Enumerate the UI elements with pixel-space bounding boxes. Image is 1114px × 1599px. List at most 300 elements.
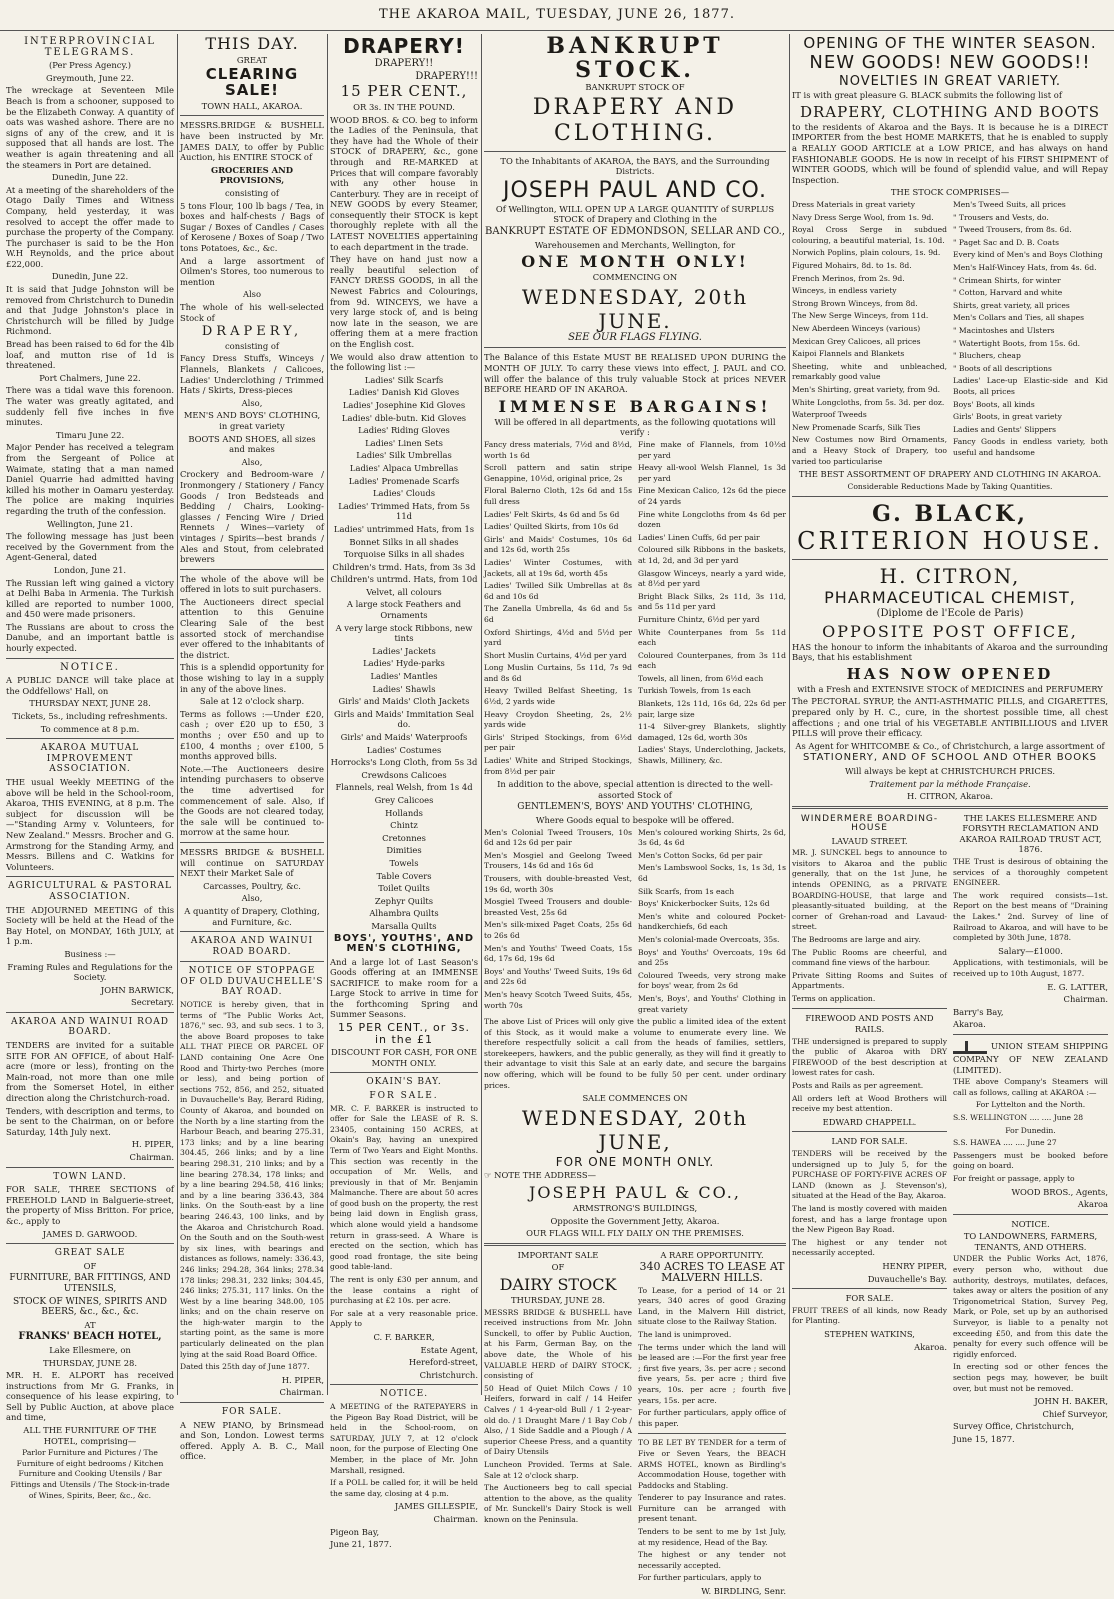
dairy-items: 50 Head of Quiet Milch Cows / 10 Heifers, forward in calf / 14 Heifer Calves / 1 4-year-old Bull / 1 2-year-old do. / 1 Draught Mare / 1 Bay Cob / Also, / 1 Side Saddle and a Plough / A superior Cheese Press, and a quantity of Dairy Utensils [484,1383,632,1457]
list-item: Ladies' Linen Sets [365,437,443,448]
stationery-heading: STATIONERY, AND OF SCHOOL AND OTHER BOOKS [802,752,1098,764]
drapery-title: DRAPERY! [343,34,465,58]
best-text: THE BEST ASSORTMENT OF DRAPERY AND CLOTHING IN AKAROA. [798,469,1102,480]
boots-shoes: BOOTS AND SHOES, all sizes and makes [188,433,316,455]
list-item: Chintz [390,820,418,831]
intro-text: WOOD BROS. & CO. beg to inform the Ladies of the Peninsula, that they have had the Whole of their STOCK of DRAPERY, &c., gone through and RE-MARKED at Prices that will compare favorably with any other house in Canterbury. They are in receipt of NEW GOODS by every Steamer, consequently their STOCK is kept thoroughly replete with all the LATEST NOVELTIES appertaining to each department in the trade. [330,114,478,252]
list-item: Coloured silk Ribbons in the baskets, at 1d, 2d, and 3d per yard [638,545,786,565]
list-item: Fancy Goods in endless variety, both useful and handsome [953,437,1108,457]
steam-title-row [953,1039,1108,1075]
steam-text: THE above Company's Steamers will call as follows, calling at AKAROA :— [953,1077,1108,1097]
criterion-heading: CRITERION HOUSE. [797,527,1103,556]
list-item: Horrocks's Long Cloth, from 5s 3d [330,757,478,768]
addition-text: In addition to the above, special attention is directed to the well-assorted Stock of [497,779,773,800]
news-item: The following message has just been received by the Government from the Agent-General, dated [6,531,174,563]
news-item: The Russian left wing gained a victory at Delhi Baba in Armenia. The Turkish killed are reported to number 1000, and 450 were made prisoners. [6,577,174,620]
list-item: " Tweed Trousers, from 8s. 6d. [953,225,1072,235]
traitement-text: Traitement par la méthode Française. [869,778,1031,789]
signature-role: Secretary. [131,997,174,1008]
balance-text: The Balance of this Estate MUST BE REALISED UPON DURING the MONTH OF JULY. To carry these views into effect, J. PAUL and CO. will offer the balance of this truly valuable Stock at prices NEVER BEFORE HEARD OF IN AKAROA. [484,352,786,395]
divider [792,1008,947,1009]
signature-role: Chairman. [1063,994,1108,1005]
divider [6,658,174,659]
list-item: Towels, all linen, from 6½d each [638,673,764,683]
list-item: Men's Lambswool Socks, 1s, 1s 3d, 1s 6d [638,863,786,883]
divider [180,961,324,962]
column-2 [180,34,325,1462]
crockery-items: Crockery and Bedroom-ware / Ironmongery / Stationery / Fancy Goods / Iron Bedsteads and Bedding / Chairs, Looking-glasses / Fencing Wire / Dried Rennets / Wines—variety of vintages / Spirits—best brands / Ales and Stout, from celebrated brewers [180,469,324,565]
list-item: " Paget Sac and D. B. Coats [953,237,1060,247]
estate-text: BANKRUPT ESTATE OF EDMONDSON, SELLAR AND CO., [485,226,785,238]
notice-date: THURSDAY NEXT, JUNE 28. [29,698,151,709]
signature-role: Akaroa. [914,1341,947,1352]
note-text: Note.—The Auctioneers desire intending purchasers to observe the time advertised for commencement of sale. Also, if the Goods are not cleared today, the sale will be continued to-morrow at the same hour. [180,763,324,838]
clothing-list-right [638,828,786,1018]
let-text: Tenderer to pay Insurance and rates. Furniture can be arranged with present tenant. [638,1493,786,1524]
list-item: Glasgow Winceys, nearly a yard wide, at 8½d per yard [638,568,786,589]
list-item: Ladies' untrimmed Hats, from 1s [333,523,475,534]
boys-heading: BOYS', YOUTHS', AND MEN'S CLOTHING, [333,932,475,954]
divider [792,559,1108,560]
landowners-office: Survey Office, Christchurch, [953,1421,1075,1432]
fancy-text: They have on hand just now a really beautiful selection of FANCY DRESS GOODS, in all the Newest Fabrics and Colourings, from 9d. WINCEYS, we have a very large stock of, and is being now late in the season, we are offering them at a mere fraction on the English cost. [330,254,478,349]
wainui-title: AKAROA AND WAINUI ROAD BOARD. [190,936,314,957]
fruit-text: FRUIT TREES of all kinds, now Ready for Planting. [792,1305,947,1326]
notice-text: A PUBLIC DANCE will take place at the Oddfellows' Hall, on [6,675,174,696]
list-item: Men's heavy Scotch Tweed Suits, 45s, worth 70s [484,989,632,1010]
forsale-title: FOR SALE. [221,1407,283,1418]
list-item: Ladies' Linen Cuffs, 6d per pair [638,532,760,542]
landsale-text: TENDERS will be received by the undersigned up to July 5, for the PURCHASE OF FORTY-FIVE ACRES OF LAND (known as J. Stevenson's), situated at the Head of the Bay, Akaroa. [792,1149,947,1201]
novelties-heading: NOVELTIES IN GREAT VARIETY. [838,73,1062,89]
price-list-right [638,440,786,779]
divider [180,569,324,570]
dairy-date: THURSDAY, JUNE 28. [510,1295,606,1305]
list-item: Ladies' Silk Scarfs [364,374,444,385]
signature: STEPHEN WATKINS, [824,1328,915,1339]
list-item: Winceys, in endless variety [792,286,897,296]
signature: JAMES GILLESPIE, [394,1501,478,1512]
citron-heading: H. CITRON, [879,564,1021,589]
list-item: New Costumes now Bird Ornaments, and a Heavy Stock of Drapery, too varied too particularise [792,435,947,466]
list-item: Zephyr Quilts [374,895,434,906]
divider [638,1433,786,1434]
list-item: Ladies' Stays, Underclothing, Jackets, Shawls, Millinery, &c. [638,745,786,766]
consisting-label: consisting of [224,188,279,199]
stoppage-text: NOTICE is hereby given, that in terms of "The Public Works Act, 1876," sec. 93, and sub secs. 1 to 3, the above Board proposes to take ALL THAT PIECE OR PARCEL OF LAND containing One Acre One Rood and Thirty-two Perches (more or less), and being portion of sections 752, 856, and 252, situated in Duvauchelle's Bay, Berard Riding, County of Akaroa, and bounded on the North by a line starting from the Harbour Beach, and bearing 275.31, 173 links; and by a line bearing 304.45, 266 links; and by a line bearing 298.31, 210 links; and by a line bearing 278.34, 178 links; and by a line bearing 294.58, 416 links; and by a line bearing 336.43, 384 links. On the South-east by a line bearing 246.43, 100 links, and by the Akaroa and Christchurch Road. On the South and on the South-west by six lines, with bearings and distances as follows, namely: 336.43, 246 links; 294.28, 364 links; 278.34 178 links; 298.31, 232 links; 304.45, 246 links; 275.31, 117 links. On the West by a line bearing 348.00, 105 links; and on the chain reserve on the high-water margin to the starting point, as the same is more particularly delineated on the plan lying at the said Road Board Office. [180,1000,324,1359]
note-address-label: NOTE THE ADDRESS— [494,1170,596,1181]
bankrupt-title: BANKRUPT STOCK. [546,33,724,83]
notice-title: NOTICE. [379,1389,429,1400]
firewood-text: Posts and Rails as per agreement. [792,1081,924,1091]
list-item: Every kind of Men's and Boys Clothing [953,250,1103,260]
bb2-items: Carcasses, Poultry, &c. [203,880,301,891]
divider [792,806,1108,809]
intro-text: MESSRS.BRIDGE & BUSHELL have been instructed by Mr. JAMES DALY, to offer by Public Auction, his ENTIRE STOCK of [180,120,324,163]
greatsale-hotel: FRANKS' BEACH HOTEL, [18,1331,162,1343]
wainui-text: TENDERS are invited for a suitable SITE FOR AN OFFICE, of about Half-acre (more or less), fronting on the Main-road, not more than one mile from the Somerset Hotel, in either direction along the Christchurch-road. [6,1040,174,1104]
dateline: Port Chalmers, June 22. [39,372,141,383]
list-item: Heavy Twilled Belfast Sheeting, 1s 6½d, 2 yards wide [484,686,632,707]
list-item: 11-4 Silver-grey Blankets, slightly damaged, 12s 6d, worth 30s [638,722,786,742]
list-item: Ladies' Josephine Kid Gloves [342,399,466,410]
signature: HENRY PIPER, [882,1260,947,1271]
list-item: Men's and Youths' Tweed Coats, 15s 6d, 17s 6d, 19s 6d [484,943,632,964]
list-item: Ladies' Quilted Skirts, from 10s 6d [484,522,619,532]
firewood-text: THE undersigned is prepared to supply the public of Akaroa with DRY FIREWOOD of the best description at lowest rates for cash. [792,1036,947,1078]
flags-text: SEE OUR FLAGS FLYING. [568,331,702,343]
inhabitants-text: TO the Inhabitants of AKAROA, the BAYS, and the Surrounding Districts. [500,155,770,177]
list-item: Strong Brown Winceys, from 8d. [792,298,918,308]
greatsale-at: AT [84,1319,96,1330]
list-item: Short Muslin Curtains, 4½d per yard [484,650,627,660]
signature-role: Hereford-street, [408,1357,478,1368]
signature: E. G. LATTER, [1047,981,1108,992]
sale-place: TOWN HALL, AKAROA. [201,100,303,111]
greatsale-place: Lake Ellesmere, on [49,1344,131,1355]
list-item: Boys' and Youths' Tweed Suits, 19s 6d and 22s 6d [484,966,632,987]
let-text: TO BE LET BY TENDER for a term of Five or Seven Years, the BEACH ARMS HOTEL, known as Birdling's Accommodation House, together with Paddocks and Stabling. [638,1438,786,1490]
signature: JOHN BARWICK, [100,984,174,995]
list-item: Men's coloured working Shirts, 2s 6d, 3s 6d, 4s 6d [638,827,786,848]
notice-date: June 21, 1877. [330,1539,392,1550]
greatsale-title: GREAT SALE [54,1248,126,1259]
let-text: The highest or any tender not necessarily accepted. [638,1550,786,1570]
list-item: Men's Collars and Ties, all shapes [953,313,1085,323]
lakes-title: THE LAKES ELLESMERE AND FORSYTH RECLAMATION AND AKAROA RAILROAD TRUST ACT, 1876. [959,812,1102,855]
list-item: " Macintoshes and Ulsters [953,325,1055,335]
let-text: Tenders to be sent to me by 1st July, at my residence, Head of the Bay. [638,1527,786,1547]
signature: WOOD BROS., Agents, [1011,1186,1108,1197]
column-rule [789,34,790,1395]
list-item: Girls' Boots, in great variety [953,412,1062,422]
masthead: THE AKAROA MAIL, TUESDAY, JUNE 26, 1877. [0,0,1114,31]
signature-role: Akaroa [1077,1199,1108,1210]
steam-hawea: S.S. HAWEA .... .... June 27 [953,1138,1057,1148]
townland-text: FOR SALE, THREE SECTIONS of FREEHOLD LAND in Balguerie-street, the property of Miss Britton. For price, &c., apply to [6,1184,174,1226]
list-item: Girls' and Maids' Waterproofs [340,732,468,742]
divider [6,876,174,877]
alport-text: MR. H. E. ALPORT has received instructions from Mr G. Franks, in consequence of his lease expiring, to Sell by Public Auction, at above place and time, [6,1370,174,1423]
list-item: " Bluchers, cheap [953,351,1021,361]
list-item: Ladies' dble-butn. Kid Gloves [341,412,467,423]
list-item: Fancy dress materials, 7½d and 8½d, worth 1s 6d [484,440,632,460]
divider [180,115,324,116]
list-item: Ladies' Trimmed Hats, from 5s 11d [338,500,470,522]
notice-title: NOTICE. [60,661,120,673]
divider [484,347,786,348]
landsale-text: The land is mostly covered with maiden forest, and has a large frontage upon the New Pigeon Bay Road. [792,1203,947,1235]
chemist-heading: PHARMACEUTICAL CHEMIST, [824,588,1076,608]
signature: H. CITRON, Akaroa. [906,791,994,802]
list-item: Ladies' Lace-up Elastic-side and Kid Boots, all prices [953,376,1108,396]
rare-text: The terms under which the land will be leased are :—For the first year free ; first five years, 3s. per acre ; second five years, 5s. per acre ; third five years, 10s. per acre ; fourth five years, 15s. per acre. [638,1342,786,1405]
windermere-text: Terms on application. [792,993,876,1003]
okain-sale: For sale at a very reasonable price. Apply to [330,1308,478,1329]
list-item: Ladies' Shawls [372,683,436,694]
news-item: It is said that Judge Johnston will be removed from Christchurch to Dunedin and that Judge Johnston's place in Christchurch will be filled by Judge Richmond. [6,284,174,337]
warehouse-text: Warehousemen and Merchants, Wellington, for [534,239,736,250]
dateline: Wellington, June 21. [47,518,133,529]
list-item: Girls' and Maids' Cloth Jackets [338,696,470,707]
list-item: Flannels, real Welsh, from 1s 4d [335,782,473,793]
rare-acres: 340 ACRES TO LEASE AT MALVERN HILLS. [639,1260,785,1284]
lakes-text: The work required consists—1st. Report on the best means of "Draining the Lakes." 2nd. Survey of line of Railroad to Akaroa, and will have to be completed by 30th June, 1878. [953,890,1108,943]
list-item: White Longcloths, from 5s. 3d. per doz. [792,397,945,407]
signature: JAMES D. GARWOOD. [42,1228,138,1239]
wednesday-heading: WEDNESDAY, 20th JUNE. [521,284,749,333]
list-item: Men's white and coloured Pocket-handkerchiefs, 6d each [638,911,786,932]
list-item: " Cotton, Harvard and white [953,288,1063,298]
greatsale-stock: STOCK OF WINES, SPIRITS AND BEERS, &c., &c., &c. [12,1296,168,1318]
consisting-label: consisting of [224,340,279,351]
immense-heading: IMMENSE BARGAINS! [498,396,772,416]
telegrams-title: INTERPROVINCIAL TELEGRAMS. [24,36,156,58]
divider [180,842,324,843]
also-label: Also, [241,456,263,467]
list-item: Grey Calicoes [374,794,434,805]
drapery-sub: DRAPERY!!! [415,70,478,82]
list-item: White Counterpanes from 5s 11d each [638,627,786,648]
column-5 [792,34,1108,1444]
has-now-heading: HAS NOW OPENED [846,664,1054,683]
landowners-sub: TO LANDOWNERS, FARMERS, TENANTS, AND OTHERS. [963,1231,1098,1252]
also-label: Also [242,289,262,300]
list-item: Silk Scarfs, from 1s each [638,886,735,896]
discount-text: DISCOUNT FOR CASH, FOR ONE MONTH ONLY. [330,1047,478,1068]
fruit-title: FOR SALE. [845,1293,894,1304]
signature: H. PIPER, [131,1139,174,1150]
list-item: Ladies' Riding Gloves [358,425,450,436]
column-rule [481,34,482,1395]
list-item: Men's Cotton Socks, 6d per pair [638,850,763,860]
joseph-paul-name: JOSEPH PAUL & CO., [529,1183,741,1203]
list-item: Boys' Boots, all kinds [953,399,1035,409]
notice-time: To commence at 8 p.m. [40,723,140,734]
list-item: Hollands [385,807,423,818]
divider [792,1288,947,1289]
bb2-text: MESSRS BRIDGE & BUSHELL will continue on SATURDAY NEXT their Market Sale of [180,846,324,879]
windermere-text: Private Sitting Rooms and Suites of Appartments. [792,970,947,991]
column-4 [484,33,786,1597]
rare-text: To Lease, for a period of 14 or 21 years, 340 acres of good Grazing Land, in the Malvern Hill district, situate close to the Railway Station. [638,1285,786,1327]
clothing-list [484,828,786,1018]
list-item: Sheeting, white and unbleached, remarkably good value [792,361,947,382]
drapery-clothing-heading: DRAPERY AND CLOTHING. [532,94,738,146]
signature-role: Chairman. [433,1513,478,1524]
agri-business: Business :— [64,948,116,959]
windermere-title: WINDERMERE BOARDING-HOUSE [800,813,939,834]
lakes-salary: Salary—£1000. [998,945,1063,956]
list-item: Crewdsons Calicoes [361,769,447,780]
dairy-of: OF [551,1262,565,1273]
stock-text: with a Fresh and EXTENSIVE STOCK of MEDICINES and PERFUMERY [797,683,1103,694]
list-item: Girls' and Maids' Costumes, 10s 6d and 12s 6d, worth 25s [484,534,632,555]
clothing-list-left [484,828,632,1018]
list-item: Fine make of Flannels, from 10½d per yard [638,440,786,460]
divider [953,1034,1108,1035]
windermere-text: The Bedrooms are large and airy. [792,934,921,944]
list-item: Heavy all-wool Welsh Flannel, 1s 3d per yard [638,463,786,483]
joseph-paul-name: JOSEPH PAUL AND CO. [503,177,767,203]
agri-text: THE ADJOURNED MEETING of this Society will be held at the Head of the Bay Hotel, on MONDAY, 16th JULY, at 1 p.m. [6,904,174,947]
landowners-title: NOTICE. [1011,1218,1050,1229]
list-item: Bright Black Silks, 2s 11d, 3s 11d, and 5s 11d per yard [638,591,786,612]
list-item: Fine Mexican Calico, 12s 6d the piece of 24 yards [638,486,786,506]
list-item: Ladies' Danish Kid Gloves [348,387,460,398]
opening-heading: OPENING OF THE WINTER SEASON. [803,34,1097,52]
discount-heading: 15 PER CENT., or 3s. in the £1 [338,1021,470,1046]
list-item: Men's Shirting, great variety, from 9d. [792,384,941,394]
steam-lyttelton: For Lyttelton and the North. [975,1100,1086,1110]
list-item: Towels [389,857,419,868]
also-label: Also, [241,397,263,408]
commencing-label: COMMENCING ON [592,272,678,283]
list-item: The Zanella Umbrella, 4s 6d and 5s 6d [484,604,632,624]
steam-title: UNION STEAM SHIPPING COMPANY OF NEW ZEALAND (LIMITED). [953,1040,1108,1075]
list-item: Bonnet Silks in all shades [349,536,459,547]
list-item: The New Serge Winceys, from 11d. [792,311,929,321]
armstrong-text: ARMSTRONG'S BUILDINGS, [572,1203,698,1214]
bottom-ads [792,813,1108,1447]
bespoke-text: Where Goods equal to bespoke will be offered. [535,815,735,825]
steam-passengers: Passengers must be booked before going on board. [953,1150,1108,1171]
stoppage-title: NOTICE OF STOPPAGE OF OLD DUVAUCHELLE'S BAY ROAD. [180,966,324,998]
list-item: Men's Tweed Suits, all prices [953,200,1066,210]
notice-tickets: Tickets, 5s., including refreshments. [12,711,168,722]
drapery-heading: DRAPERY, [201,324,303,340]
list-item: French Merinos, from 2s. 9d. [792,273,905,283]
firewood-text: All orders left at Wood Brothers will receive my best attention. [792,1093,947,1114]
firewood-title: FIREWOOD AND POSTS AND RAILS. [805,1013,934,1035]
rare-title: A RARE OPPORTUNITY. [660,1249,764,1260]
list-item: Ladies' Mantles [370,671,438,682]
list-item: Oxford Shirtings, 4½d and 5½d per yard [484,627,632,648]
sale-commences: SALE COMMENCES ON [582,1093,688,1104]
news-item: There was a tidal wave this forenoon. The water was greatly agitated, and suddenly fell five inches in five minutes. [6,385,174,428]
column-rule [327,34,328,1395]
groceries-heading: GROCERIES AND PROVISIONS, [210,164,294,186]
notice-poll: If a POLL be called for, it will be held the same day, closing at 4 p.m. [330,1478,478,1498]
open-text: Of Wellington, WILL OPEN UP A LARGE QUANTITY of SURPLUS STOCK of Drapery and Clothing in the [495,203,775,225]
dateline: Dunedin, June 22. [51,172,129,183]
steamship-icon [953,1039,987,1054]
list-item: Trousers, with double-breasted Vest, 19s 6d, worth 30s [484,873,632,894]
list-item: Floral Balerno Cloth, 12s 6d and 15s full dress [484,486,632,506]
clearing-sale-title: CLEARING SALE! [205,65,299,100]
landsale-title: LAND FOR SALE. [831,1136,908,1147]
closing-text: The above List of Prices will only give the public a limited idea of the extent of this Stock, as it would make a volume to enumerate every line. We therefore respectfully solicit a call from the heads of families, settlers, storekeepers, hawkers, and the public generally, as they will find it greatly to their advantage to visit this Sale at an early date, and secure the bargains now offering, which will be found to be fully 50 per cent. under ordinary prices. [484,1017,786,1090]
agri-title: AGRICULTURAL & PASTORAL ASSOCIATION. [8,881,172,902]
list-item: Figured Mohairs, 8d. to 1s. 8d. [792,261,912,270]
given-text: Will be offered in all departments, as the following quotations will verify : [494,416,776,438]
list-item: Ladies' Twilled Silk Umbrellas at 8s 6d and 10s 6d [484,581,632,601]
price-list [484,440,786,779]
list-item: Royal Cross Serge in subdued colouring, a beautiful material, 1s. 10d. [792,225,947,245]
townland-title: TOWN LAND. [53,1171,127,1182]
list-item: Waterproof Tweeds [792,410,867,420]
list-item: Men's Mosgiel and Geelong Tweed Trousers, 14s 6d and 16s 6d [484,850,632,871]
intro-text: IT is with great pleasure G. BLACK submits the following list of [792,90,1062,101]
news-item: The Russians are about to cross the Danube, and an important battle is hourly expected. [6,621,174,654]
bottom-ads [484,1250,786,1599]
list-item: Marsalla Quilts [371,920,437,931]
bottom-left-ads [792,813,947,1447]
signature: W. BIRDLING, Senr. [701,1586,786,1597]
notice-place: Pigeon Bay, [330,1526,380,1537]
steam-dunedin: For Dunedin. [1005,1125,1056,1135]
windermere-street: LAVAUD STREET. [831,835,908,846]
gents-heading: GENTLEMEN'S, BOYS' AND YOUTHS' CLOTHING, [517,802,753,813]
jetty-text: Opposite the Government Jetty, Akaroa. [550,1215,720,1226]
dairy-title: DAIRY STOCK [499,1275,617,1294]
rare-text: The land is unimproved. [638,1329,732,1339]
signature: C. F. BARKER, [373,1332,435,1342]
list-item: Ladies' Hyde-parks [363,658,445,669]
signature-role: Chief Surveyor, [1042,1408,1108,1419]
steam-wellington: S.S. WELLINGTON .... .... June 28 [953,1112,1084,1122]
list-item: Heavy Croydon Sheeting, 2s, 2½ yards wide [484,709,632,730]
list-item: Men's Colonial Tweed Trousers, 10s 6d and 12s 6d per pair [484,827,632,848]
list-item: " Trousers and Vests, do. [953,212,1049,222]
lease-ads [638,1250,786,1599]
lakes-place: Akaroa. [953,1019,986,1030]
alport-all: ALL THE FURNITURE OF THE HOTEL, comprising— [23,1425,157,1446]
list-item: Girls and Maids' Immitation Seal do. [333,708,475,730]
divider [953,1214,1108,1215]
g-black-heading: G. BLACK, [872,501,1028,528]
dateline: Timaru June 22. [55,429,125,440]
column-1 [6,34,174,1500]
wainui-title: AKAROA AND WAINUI ROAD BOARD. [11,1016,169,1038]
list-item: Table Covers [376,870,432,881]
list-item: Torquoise Silks in all shades [343,549,465,560]
okain-forsale: FOR SALE. [369,1090,439,1101]
intro-text: to the residents of Akaroa and the Bays. It is because he is a DIRECT IMPORTER from the best HOME MARKETS, that he is enabled to supply a REALLY GOOD ARTICLE at a LOW PRICE, and has always on hand FASHIONABLE GOODS. He is now in receipt of his FIRST SHIPMENT of WINTER GOODS, which will be found of splendid value, and will Repay Inspection. [792,121,1108,185]
mutual-text: THE usual Weekly MEETING of the above will be held in the School-room, Akaroa, THIS EVENING, at 8 p.m. The subject for discussion will be—"Standing Army v. Volunteers, for New Zealand." Messrs. Brocher and G. Armstrong for the Standing Army, and Messrs. Billens and C. Watkins for Volunteers. [6,777,174,872]
divider [6,1243,174,1244]
list-item: Norwich Poplins, plain colours, 1s. 9d. [792,248,941,258]
list-item: Ladies' Felt Skirts, 4s 6d and 5s 6d [484,509,620,519]
list-item: Shirts, great variety, all prices [953,300,1070,310]
list-item: A very large stock Ribbons, new tints [335,622,473,644]
list-item: Coloured Counterpanes, from 3s 11d each [638,650,786,671]
percent-heading: 15 PER CENT., [340,82,468,101]
list-item: Men's, Boys', and Youths' Clothing in great variety [638,993,786,1014]
stock-list [792,200,1108,469]
sale-time: Sale at 12 o'clock sharp. [199,696,305,707]
pound-text: OR 3s. IN THE POUND. [353,101,455,112]
windermere-text: MR. J. SUNCKEL begs to announce to visitors to Akaroa and the public generally, that on the 1st June, he intends OPENING, as a PRIVATE BOARDING-HOUSE, that large and pleasantly-situated building, at the corner of Grehan-road and Lavaud-street. [792,848,947,932]
terms-text: Terms as follows :—Under £20, cash ; over £20 up to £50, 3 months ; over £50 and up to £100, 4 months ; over £100, 5 months approved bills. [180,708,324,762]
alport-list: Parlor Furniture and Pictures / The Furniture of eight bedrooms / Kitchen Furniture and Cooking Utensils / Bar Fittings and Utensils / The Stock-in-trade of Wines, Spirits, Beer, &c., &c. [10,1448,170,1500]
news-item: At a meeting of the shareholders of the Otago Daily Times and Witness Company, held yesterday, it was resolved to accept the offer made to purchase the property of the Company. The purchaser is said to be the Hon W.H Reynolds, and the price about £22,000. [6,184,174,269]
list-item: New Promenade Scarfs, Silk Ties [792,422,921,432]
telegrams-source: (Per Press Agency.) [49,60,131,71]
list-item: Kaipoi Flannels and Blankets [792,349,905,359]
list-item: Ladies' Promenade Scarfs [348,475,460,486]
dairy-text: MESSRS BRIDGE & BUSHELL have received instructions from Mr. John Sunckell, to offer by Public Auction, at his Farm, German Bay, on the above date, the Whole of his VALUABLE HERD of DAIRY STOCK, consisting of [484,1307,632,1381]
diplome-text: (Diplome de l'Ecole de Paris) [876,608,1024,620]
list-item: Toilet Quilts [378,883,430,894]
one-month-only: FOR ONE MONTH ONLY. [555,1154,715,1169]
bottom-right-ads [953,813,1108,1447]
list-item: Men's silk-mixed Paget Coats, 25s 6d to 26s 6d [484,920,632,940]
drapery-item-list [330,375,478,932]
list-item: Ladies' Winter Costumes, with Jackets, all at 19s 6d, worth 45s [484,557,632,578]
notice-text: A MEETING of the RATEPAYERS in the Pigeon Bay Road District, will be held in the School-room, on SATURDAY, JULY 7, at 12 o'clock noon, for the purpose of Electing One Member, in the place of Mr. John Marshall, resigned. [330,1401,478,1475]
steam-freight: For freight or passage, apply to [953,1173,1075,1183]
